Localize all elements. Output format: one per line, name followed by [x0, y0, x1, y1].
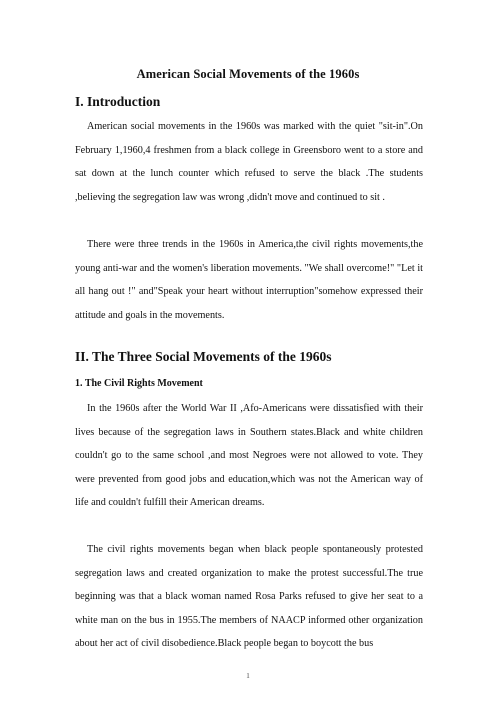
section-heading-movements: II. The Three Social Movements of the 1960s — [75, 349, 332, 364]
civil-rights-paragraph-2: The civil rights movements began when black people spontaneously protested segregation laws and created organization to make the protest successful.The true beginning was that a black woman named Rosa Parks refused to give her seat to a white man on the bus in 1955.The members of NAACP informed other organization about her act of civil disobedience.Black people began to boycott the bus — [75, 544, 423, 649]
section-heading-introduction: I. Introduction — [75, 94, 161, 109]
intro-paragraph-1: American social movements in the 1960s was marked with the quiet "sit-in".On February 1,1960,4 freshmen from a black college in Greensboro went to a store and sat down at the lunch counter which refused to serve the black .The students ,believing the segregation law was wrong ,didn't move and continued to sit . — [75, 121, 423, 203]
civil-rights-paragraph-1: In the 1960s after the World War II ,Afo-Americans were dissatisfied with their lives because of the segregation laws in Southern states.Black and white children couldn't go to the same school ,and most Negroes were not allowed to vote. They were prevented from good jobs and education,which was not the American way of life and couldn't fulfill their American dreams. — [75, 403, 423, 508]
document-title: American Social Movements of the 1960s — [136, 67, 360, 81]
subsection-heading-civil-rights: 1. The Civil Rights Movement — [75, 378, 203, 389]
intro-paragraph-2: There were three trends in the 1960s in America,the civil rights movements,the young anti-war and the women's liberation movements. "We shall overcome!" "Let it all hang out !" and"Speak your heart without interruption"somehow expressed their attitude and goals in the movements. — [75, 239, 423, 321]
page-number: 1 — [246, 672, 250, 680]
